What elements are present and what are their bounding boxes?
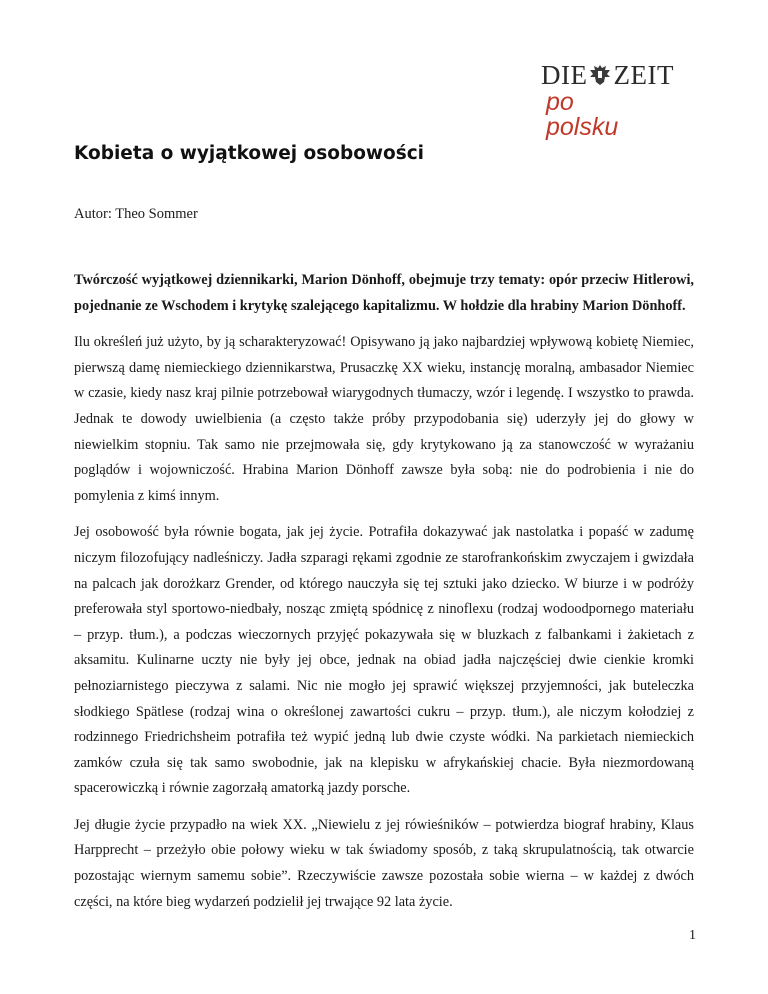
- article-title: Kobieta o wyjątkowej osobowości: [74, 143, 425, 164]
- paragraph-1: Ilu określeń już użyto, by ją scharakteryzować! Opisywano ją jako najbardziej wpływową kobietę Niemiec, pierwszą damę niemieckiego dziennikarstwa, Prusaczkę XX wieku, instancję moralną, ambasador Niemiec w czasie, kiedy nasz kraj pilnie potrzebował wiarygodnych tłumaczy, wzór i legendę. I wszystko to prawda. Jednak te dowody uwielbienia (a często także próby przypodobania się) uderzyły jej do głowy w niewielkim stopniu. Tak samo nie przejmowała się, gdy krytykowano ją za stanowczość w wyrażaniu poglądów i wojowniczość. Hrabina Marion Dönhoff zawsze była sobą: nie do podrobienia i nie do pomylenia z kimś innym.: [74, 334, 694, 504]
- article-body: [74, 268, 694, 926]
- logo-word-zeit: ZEIT: [613, 60, 674, 90]
- eagle-crest-icon: [589, 63, 611, 87]
- logo-po: po: [546, 88, 574, 116]
- paragraph-3: Jej długie życie przypadło na wiek XX. „Niewielu z jej rówieśników – potwierdza biograf hrabiny, Klaus Harpprecht – przeżyło obie połowy wieku w tak świadomy sposób, z taką skrupulatnością, tak otwarcie pozostając wiernym samemu sobie”. Rzeczywiście zawsze pozostała sobie wierna – w każdej z dwóch części, na które bieg wydarzeń podzielił jej trwające 92 lata życie.: [74, 816, 694, 910]
- article-lead: Twórczość wyjątkowej dziennikarki, Marion Dönhoff, obejmuje trzy tematy: opór przeciw Hitlerowi, pojednanie ze Wschodem i krytykę szalejącego kapitalizmu. W hołdzie dla hrabiny Marion Dönhoff.: [74, 272, 694, 314]
- logo-masthead: [541, 60, 681, 90]
- logo-polsku: polsku: [546, 113, 619, 141]
- page-number: 1: [689, 928, 696, 943]
- paragraph-2: Jej osobowość była równie bogata, jak jej życie. Potrafiła dokazywać jak nastolatka i popaść w zadumę niczym filozofujący nadleśniczy. Jadła szparagi rękami zgodnie ze starofrankońskim zwyczajem i gwizdała na palcach jak dorożkarz Grender, od którego nauczyła się tej sztuki jako dziecko. W biurze i w podróży preferowała styl sportowo-niedbały, nosząc zmiętą spódnicę z ninoflexu (rodzaj wodoodpornego materiału – przyp. tłum.), a podczas wieczornych przyjęć pokazywała się w bluzkach z falbankami i żakietach z aksamitu. Kulinarne uczty nie były jej obce, jednak na obiad jadła najczęściej dwie cienkie kromki pełnoziarnistego pieczywa z salami. Nic nie mogło jej sprawić większej przyjemności, jak buteleczka słodkiego Spätlese (rodzaj wina o określonej zawartości cukru – przyp. tłum.), ale niczym kołodziej z rodzinnego Friedrichsheim potrafiła też wypić jedną lub dwie czyste wódki. Na parkietach niemieckich zamków czuła się tak samo swobodnie, jak na klepisku w afrykańskiej chacie. Była niezmordowaną spacerowiczką i równie zagorzałą amatorką jazdy porsche.: [74, 524, 694, 797]
- logo-word-die: DIE: [541, 60, 588, 90]
- die-zeit-logo: [541, 60, 681, 160]
- article-author: Autor: Theo Sommer: [74, 206, 198, 222]
